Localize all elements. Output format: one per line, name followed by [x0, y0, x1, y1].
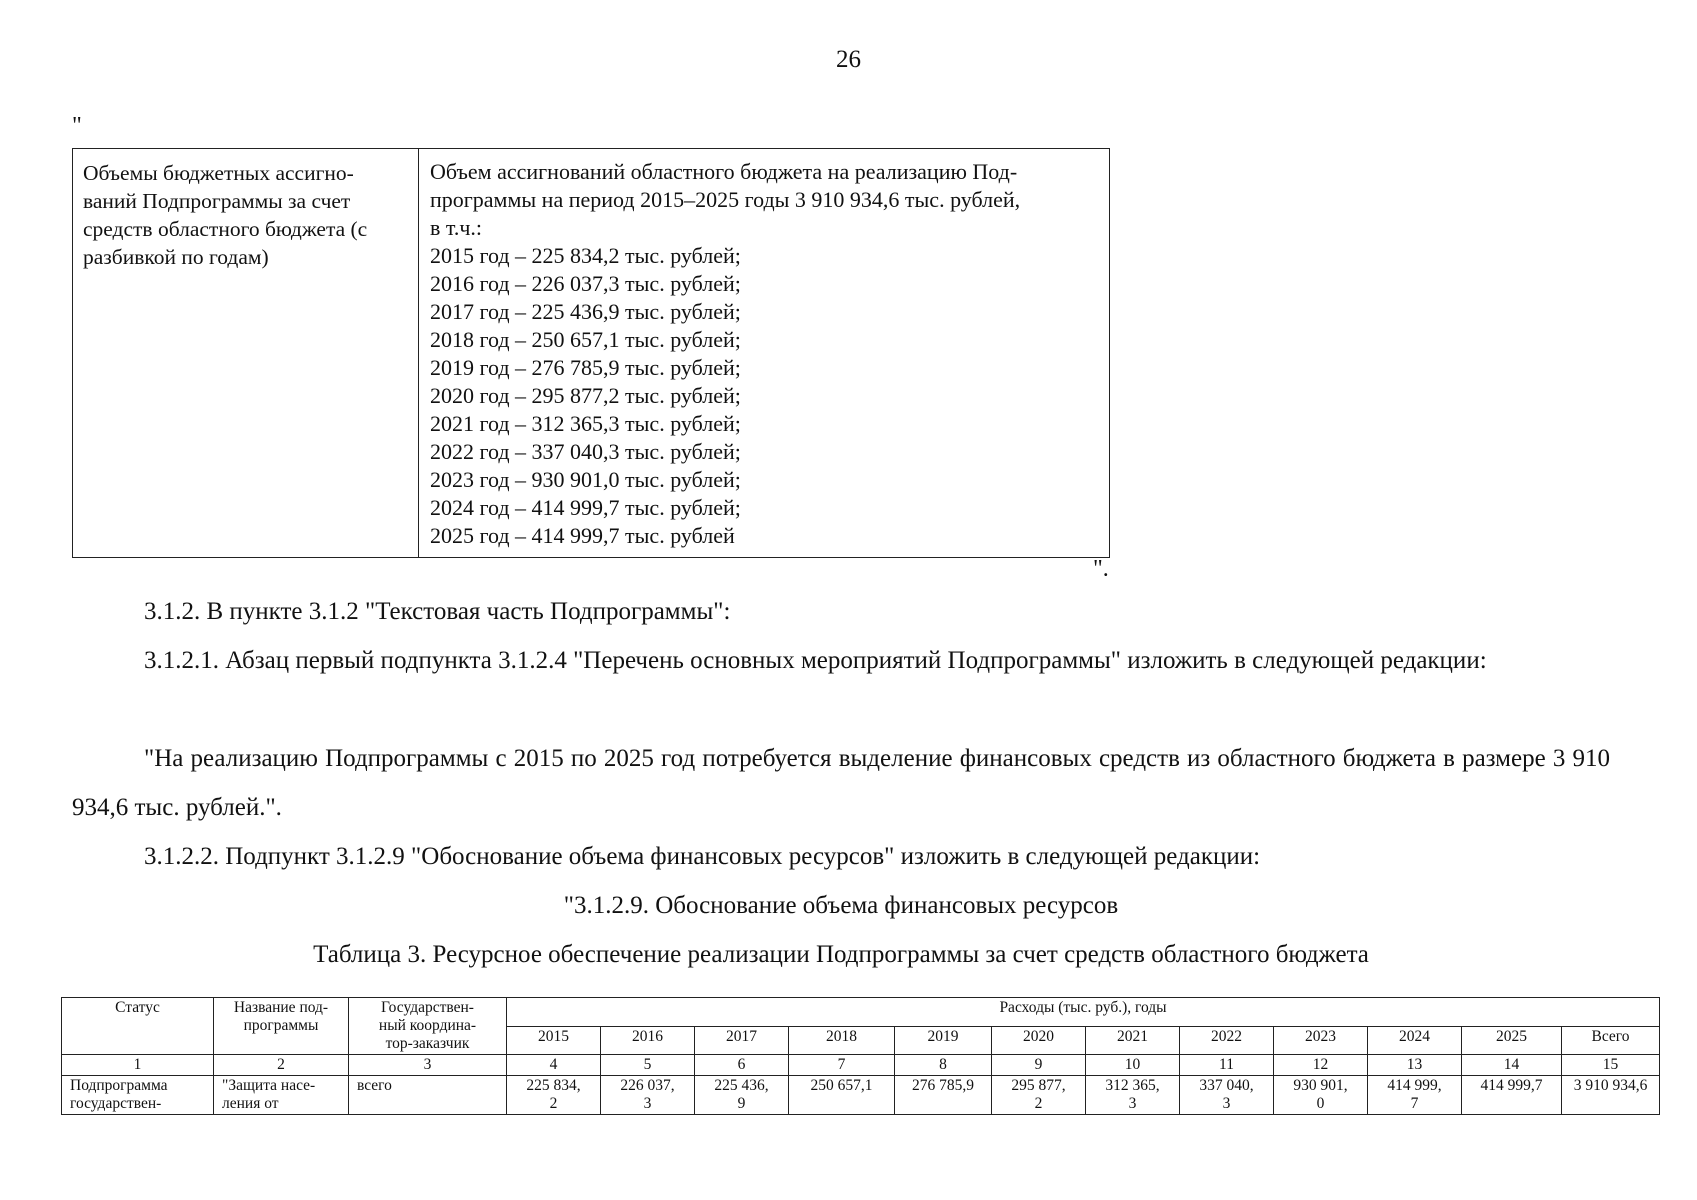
row-value-2021: 312 365, 3 — [1086, 1076, 1180, 1115]
column-number: 14 — [1462, 1055, 1562, 1076]
budget-box-label-line: ваний Подпрограммы за счет — [83, 189, 351, 213]
budget-line: программы на период 2015–2025 годы 3 910 934,6 тыс. рублей, — [430, 187, 1021, 212]
header-year: 2016 — [601, 1026, 695, 1055]
column-number: 7 — [789, 1055, 895, 1076]
row-value-2022: 337 040, 3 — [1180, 1076, 1274, 1115]
row-value-2016: 226 037, 3 — [601, 1076, 695, 1115]
row-status-line: Подпрограмма — [70, 1077, 168, 1094]
table-caption: Таблица 3. Ресурсное обеспечение реализации Подпрограммы за счет средств областного бюджета — [313, 941, 1369, 968]
header-coordinator-line: тор-заказчик — [385, 1035, 470, 1052]
column-number: 8 — [895, 1055, 992, 1076]
header-year: 2019 — [895, 1026, 992, 1055]
budget-line-2019: 2019 год – 276 785,9 тыс. рублей; — [430, 355, 741, 380]
budget-line-2023: 2023 год – 930 901,0 тыс. рублей; — [430, 467, 741, 492]
row-value-2023: 930 901, 0 — [1274, 1076, 1368, 1115]
resource-table — [61, 997, 1660, 1115]
row-value-2015: 225 834, 2 — [507, 1076, 601, 1115]
header-year: 2017 — [695, 1026, 789, 1055]
budget-line-2024: 2024 год – 414 999,7 тыс. рублей; — [430, 495, 741, 520]
budget-box-label-line: разбивкой по годам) — [83, 245, 269, 269]
row-value-2020: 295 877, 2 — [992, 1076, 1086, 1115]
row-value-2025: 414 999,7 — [1462, 1076, 1562, 1115]
header-year: 2018 — [789, 1026, 895, 1055]
closing-quote-mark: ". — [1093, 556, 1109, 582]
budget-line-2022: 2022 год – 337 040,3 тыс. рублей; — [430, 439, 741, 464]
header-year: 2023 — [1274, 1026, 1368, 1055]
paragraph-3-1-2-2: 3.1.2.2. Подпункт 3.1.2.9 "Обоснование объема финансовых ресурсов" изложить в следующей редакции: — [144, 843, 1261, 870]
budget-box-label — [73, 149, 419, 557]
header-year: 2024 — [1368, 1026, 1462, 1055]
column-number: 12 — [1274, 1055, 1368, 1076]
header-year: 2025 — [1462, 1026, 1562, 1055]
budget-line-2025: 2025 год – 414 999,7 тыс. рублей — [430, 523, 735, 548]
paragraph-3-1-2-1: 3.1.2.1. Абзац первый подпункта 3.1.2.4 "Перечень основных мероприятий Подпрограммы" изложить в следующей редакции: — [144, 647, 1487, 674]
header-name — [214, 998, 349, 1055]
header-year: 2020 — [992, 1026, 1086, 1055]
row-coordinator: всего — [349, 1076, 507, 1115]
row-name-line: "Защита насе- — [222, 1077, 316, 1094]
row-value-2017: 225 436, 9 — [695, 1076, 789, 1115]
table-row — [62, 1076, 1660, 1115]
column-number: 1 — [62, 1055, 214, 1076]
column-number: 3 — [349, 1055, 507, 1076]
budget-line-2021: 2021 год – 312 365,3 тыс. рублей; — [430, 411, 741, 436]
column-number: 9 — [992, 1055, 1086, 1076]
paragraph-quote: "На реализацию Подпрограммы с 2015 по 2025 год потребуется выделение финансовых средств из областного бюджета в размере 3 910 934,6 тыс. рублей.". — [72, 745, 1610, 821]
budget-line-2015: 2015 год – 225 834,2 тыс. рублей; — [430, 243, 741, 268]
header-year: 2022 — [1180, 1026, 1274, 1055]
budget-line-2018: 2018 год – 250 657,1 тыс. рублей; — [430, 327, 741, 352]
row-value-2019: 276 785,9 — [895, 1076, 992, 1115]
budget-line: в т.ч.: — [430, 215, 483, 240]
budget-line: Объем ассигнований областного бюджета на реализацию Под- — [430, 159, 1018, 184]
budget-line-2017: 2017 год – 225 436,9 тыс. рублей; — [430, 299, 741, 324]
column-number: 13 — [1368, 1055, 1462, 1076]
header-coordinator — [349, 998, 507, 1055]
header-name-line: Название под- — [233, 999, 329, 1016]
header-expenses: Расходы (тыс. руб.), годы — [507, 998, 1660, 1027]
page-number: 26 — [836, 46, 861, 73]
column-number: 11 — [1180, 1055, 1274, 1076]
column-number: 10 — [1086, 1055, 1180, 1076]
section-title: "3.1.2.9. Обоснование объема финансовых ресурсов — [563, 892, 1119, 919]
row-status-line: государствен- — [70, 1095, 162, 1112]
row-value-total: 3 910 934,6 — [1562, 1076, 1660, 1115]
column-number: 6 — [695, 1055, 789, 1076]
budget-line-2020: 2020 год – 295 877,2 тыс. рублей; — [430, 383, 741, 408]
budget-box-content — [419, 149, 1109, 557]
header-status: Статус — [62, 998, 214, 1055]
header-year: 2021 — [1086, 1026, 1180, 1055]
row-value-2018: 250 657,1 — [789, 1076, 895, 1115]
budget-box-label-line: Объемы бюджетных ассигно- — [83, 161, 354, 185]
row-status — [62, 1076, 214, 1115]
paragraph-3-1-2: 3.1.2. В пункте 3.1.2 "Текстовая часть Подпрограммы": — [144, 598, 731, 625]
column-number: 5 — [601, 1055, 695, 1076]
opening-quote-mark: " — [72, 113, 82, 139]
column-number-row — [62, 1055, 1660, 1076]
row-name-line: ления от — [222, 1095, 279, 1112]
header-coordinator-line: ный координа- — [378, 1017, 477, 1034]
column-number: 15 — [1562, 1055, 1660, 1076]
header-total: Всего — [1562, 1026, 1660, 1055]
budget-box-label-line: средств областного бюджета (с — [83, 217, 368, 241]
row-name — [214, 1076, 349, 1115]
budget-line-2016: 2016 год – 226 037,3 тыс. рублей; — [430, 271, 741, 296]
column-number: 4 — [507, 1055, 601, 1076]
column-number: 2 — [214, 1055, 349, 1076]
row-value-2024: 414 999, 7 — [1368, 1076, 1462, 1115]
header-name-line: программы — [243, 1017, 319, 1034]
header-year: 2015 — [507, 1026, 601, 1055]
budget-allocations-box — [72, 148, 1110, 558]
header-coordinator-line: Государствен- — [381, 999, 474, 1016]
